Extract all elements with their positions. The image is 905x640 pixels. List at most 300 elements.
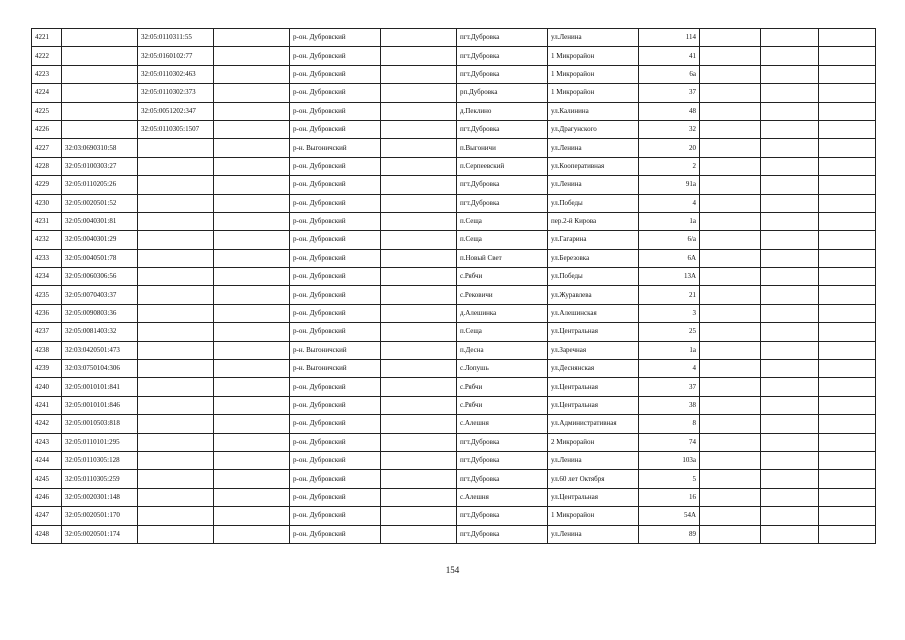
settlement-cell: пгт.Дубровка [457, 433, 548, 451]
empty-cell [214, 433, 290, 451]
empty-cell [381, 304, 457, 322]
settlement-cell: с.Рябчи [457, 268, 548, 286]
record-number-cell: 4229 [32, 176, 62, 194]
cadastral-number-cell [62, 84, 138, 102]
empty-cell [214, 120, 290, 138]
empty-cell [700, 525, 761, 543]
cadastral-number-alt-cell [138, 157, 214, 175]
house-number-cell: 16 [639, 488, 700, 506]
cadastral-number-cell: 32:05:0020501:174 [62, 525, 138, 543]
cadastral-number-alt-cell: 32:05:0110305:1507 [138, 120, 214, 138]
cadastral-number-alt-cell [138, 378, 214, 396]
house-number-cell: 21 [639, 286, 700, 304]
street-cell: ул.Ленина [548, 525, 639, 543]
cadastral-number-cell: 32:05:0110305:259 [62, 470, 138, 488]
empty-cell [700, 433, 761, 451]
settlement-cell: пгт.Дубровка [457, 525, 548, 543]
empty-cell [819, 396, 876, 414]
empty-cell [381, 378, 457, 396]
record-number-cell: 4246 [32, 488, 62, 506]
settlement-cell: с.Рябчи [457, 378, 548, 396]
empty-cell [381, 120, 457, 138]
empty-cell [381, 84, 457, 102]
house-number-cell: 5 [639, 470, 700, 488]
settlement-cell: пгт.Дубровка [457, 120, 548, 138]
empty-cell [761, 451, 819, 469]
empty-cell [381, 507, 457, 525]
settlement-cell: д.Алешинка [457, 304, 548, 322]
settlement-cell: с.Рековичи [457, 286, 548, 304]
street-cell: ул.Ленина [548, 29, 639, 47]
street-cell: ул.Административная [548, 415, 639, 433]
table-row [32, 304, 876, 322]
empty-cell [819, 102, 876, 120]
house-number-cell: 3 [639, 304, 700, 322]
settlement-cell: с.Рябчи [457, 396, 548, 414]
empty-cell [761, 396, 819, 414]
cadastral-number-cell: 32:05:0020301:148 [62, 488, 138, 506]
empty-cell [381, 29, 457, 47]
empty-cell [700, 451, 761, 469]
house-number-cell: 48 [639, 102, 700, 120]
street-cell: ул.Ленина [548, 451, 639, 469]
street-cell: 2 Микрорайон [548, 433, 639, 451]
empty-cell [700, 139, 761, 157]
house-number-cell: 6/а [639, 231, 700, 249]
table-row [32, 157, 876, 175]
property-table [31, 28, 876, 544]
empty-cell [214, 212, 290, 230]
street-cell: ул.Журавлева [548, 286, 639, 304]
cadastral-number-cell: 32:05:0010101:841 [62, 378, 138, 396]
empty-cell [761, 212, 819, 230]
cadastral-number-cell: 32:05:0110101:295 [62, 433, 138, 451]
house-number-cell: 114 [639, 29, 700, 47]
house-number-cell: 1а [639, 341, 700, 359]
empty-cell [214, 139, 290, 157]
table-row [32, 120, 876, 138]
empty-cell [381, 176, 457, 194]
empty-cell [214, 525, 290, 543]
empty-cell [761, 102, 819, 120]
empty-cell [700, 231, 761, 249]
cadastral-number-alt-cell: 32:05:0110311:55 [138, 29, 214, 47]
empty-cell [761, 341, 819, 359]
empty-cell [700, 212, 761, 230]
record-number-cell: 4242 [32, 415, 62, 433]
record-number-cell: 4241 [32, 396, 62, 414]
district-cell: р-он. Дубровский [290, 451, 381, 469]
empty-cell [381, 194, 457, 212]
cadastral-number-alt-cell: 32:05:0110302:373 [138, 84, 214, 102]
cadastral-number-cell: 32:05:0110205:26 [62, 176, 138, 194]
empty-cell [819, 360, 876, 378]
empty-cell [700, 341, 761, 359]
empty-cell [214, 415, 290, 433]
record-number-cell: 4240 [32, 378, 62, 396]
empty-cell [381, 139, 457, 157]
empty-cell [700, 378, 761, 396]
empty-cell [700, 29, 761, 47]
empty-cell [214, 304, 290, 322]
empty-cell [381, 341, 457, 359]
settlement-cell: пгт.Дубровка [457, 451, 548, 469]
empty-cell [819, 84, 876, 102]
district-cell: р-он. Дубровский [290, 29, 381, 47]
cadastral-number-alt-cell [138, 433, 214, 451]
empty-cell [381, 231, 457, 249]
cadastral-number-alt-cell [138, 415, 214, 433]
settlement-cell: д.Пеклино [457, 102, 548, 120]
district-cell: р-он. Дубровский [290, 102, 381, 120]
record-number-cell: 4228 [32, 157, 62, 175]
cadastral-number-alt-cell: 32:05:0110302:463 [138, 65, 214, 83]
cadastral-number-alt-cell [138, 304, 214, 322]
settlement-cell: п.Серпеевский [457, 157, 548, 175]
street-cell: ул.Победы [548, 194, 639, 212]
cadastral-number-cell: 32:05:0060306:56 [62, 268, 138, 286]
record-number-cell: 4235 [32, 286, 62, 304]
house-number-cell: 37 [639, 84, 700, 102]
empty-cell [761, 231, 819, 249]
empty-cell [381, 396, 457, 414]
street-cell: ул.Березовка [548, 249, 639, 267]
empty-cell [381, 249, 457, 267]
empty-cell [381, 286, 457, 304]
street-cell: ул.Гагарина [548, 231, 639, 249]
house-number-cell: 38 [639, 396, 700, 414]
cadastral-number-alt-cell [138, 212, 214, 230]
cadastral-number-alt-cell [138, 176, 214, 194]
house-number-cell: 6а [639, 65, 700, 83]
table-row [32, 65, 876, 83]
street-cell: ул.Центральная [548, 488, 639, 506]
cadastral-number-cell [62, 47, 138, 65]
empty-cell [214, 507, 290, 525]
cadastral-number-cell: 32:03:0420501:473 [62, 341, 138, 359]
table-row [32, 286, 876, 304]
empty-cell [819, 470, 876, 488]
empty-cell [214, 341, 290, 359]
empty-cell [819, 212, 876, 230]
empty-cell [214, 157, 290, 175]
house-number-cell: 91а [639, 176, 700, 194]
street-cell: ул.Победы [548, 268, 639, 286]
cadastral-number-alt-cell [138, 139, 214, 157]
street-cell: ул.60 лет Октября [548, 470, 639, 488]
street-cell: ул.Кооперативная [548, 157, 639, 175]
empty-cell [700, 360, 761, 378]
table-row [32, 47, 876, 65]
house-number-cell: 41 [639, 47, 700, 65]
empty-cell [761, 29, 819, 47]
table-row [32, 451, 876, 469]
empty-cell [700, 286, 761, 304]
empty-cell [761, 65, 819, 83]
settlement-cell: пгт.Дубровка [457, 470, 548, 488]
empty-cell [700, 249, 761, 267]
district-cell: р-он. Дубровский [290, 415, 381, 433]
settlement-cell: пгт.Дубровка [457, 29, 548, 47]
record-number-cell: 4244 [32, 451, 62, 469]
district-cell: р-он. Дубровский [290, 249, 381, 267]
empty-cell [761, 433, 819, 451]
district-cell: р-он. Дубровский [290, 120, 381, 138]
cadastral-number-alt-cell: 32:05:0160102:77 [138, 47, 214, 65]
empty-cell [214, 194, 290, 212]
settlement-cell: п.Сеща [457, 231, 548, 249]
empty-cell [819, 231, 876, 249]
cadastral-number-alt-cell [138, 396, 214, 414]
cadastral-number-cell: 32:05:0040301:81 [62, 212, 138, 230]
empty-cell [761, 470, 819, 488]
street-cell: ул.Ленина [548, 176, 639, 194]
district-cell: р-он. Дубровский [290, 470, 381, 488]
cadastral-number-alt-cell [138, 323, 214, 341]
house-number-cell: 20 [639, 139, 700, 157]
record-number-cell: 4231 [32, 212, 62, 230]
district-cell: р-он. Дубровский [290, 157, 381, 175]
record-number-cell: 4223 [32, 65, 62, 83]
empty-cell [214, 488, 290, 506]
house-number-cell: 74 [639, 433, 700, 451]
empty-cell [819, 415, 876, 433]
house-number-cell: 1а [639, 212, 700, 230]
settlement-cell: п.Сеща [457, 323, 548, 341]
empty-cell [381, 157, 457, 175]
empty-cell [761, 47, 819, 65]
street-cell: 1 Микрорайон [548, 84, 639, 102]
record-number-cell: 4234 [32, 268, 62, 286]
table-row [32, 525, 876, 543]
table-row [32, 323, 876, 341]
empty-cell [381, 360, 457, 378]
record-number-cell: 4230 [32, 194, 62, 212]
empty-cell [214, 396, 290, 414]
settlement-cell: пгт.Дубровка [457, 65, 548, 83]
page-number: 154 [445, 565, 460, 575]
settlement-cell: пгт.Дубровка [457, 194, 548, 212]
cadastral-number-cell: 32:03:0690310:58 [62, 139, 138, 157]
empty-cell [381, 47, 457, 65]
table-row [32, 341, 876, 359]
empty-cell [381, 212, 457, 230]
cadastral-number-cell [62, 120, 138, 138]
street-cell: ул.Центральная [548, 378, 639, 396]
empty-cell [700, 157, 761, 175]
empty-cell [819, 176, 876, 194]
empty-cell [761, 249, 819, 267]
cadastral-number-alt-cell [138, 507, 214, 525]
district-cell: р-он. Дубровский [290, 65, 381, 83]
record-number-cell: 4245 [32, 470, 62, 488]
empty-cell [819, 507, 876, 525]
table-row [32, 396, 876, 414]
house-number-cell: 37 [639, 378, 700, 396]
empty-cell [700, 470, 761, 488]
empty-cell [819, 323, 876, 341]
empty-cell [700, 120, 761, 138]
empty-cell [761, 176, 819, 194]
property-table-container [31, 28, 876, 544]
district-cell: р-он. Дубровский [290, 231, 381, 249]
empty-cell [819, 120, 876, 138]
record-number-cell: 4221 [32, 29, 62, 47]
cadastral-number-alt-cell [138, 470, 214, 488]
record-number-cell: 4225 [32, 102, 62, 120]
table-row [32, 433, 876, 451]
empty-cell [214, 249, 290, 267]
street-cell: ул.Алешинская [548, 304, 639, 322]
settlement-cell: пгт.Дубровка [457, 47, 548, 65]
house-number-cell: 32 [639, 120, 700, 138]
table-row [32, 488, 876, 506]
cadastral-number-cell: 32:05:0090803:36 [62, 304, 138, 322]
record-number-cell: 4238 [32, 341, 62, 359]
empty-cell [381, 525, 457, 543]
empty-cell [214, 360, 290, 378]
house-number-cell: 6А [639, 249, 700, 267]
table-row [32, 194, 876, 212]
district-cell: р-он. Дубровский [290, 323, 381, 341]
empty-cell [214, 29, 290, 47]
empty-cell [381, 102, 457, 120]
table-row [32, 84, 876, 102]
district-cell: р-он. Дубровский [290, 525, 381, 543]
cadastral-number-alt-cell [138, 268, 214, 286]
empty-cell [819, 341, 876, 359]
empty-cell [761, 84, 819, 102]
empty-cell [214, 84, 290, 102]
cadastral-number-alt-cell [138, 194, 214, 212]
cadastral-number-cell: 32:05:0040301:29 [62, 231, 138, 249]
cadastral-number-cell [62, 102, 138, 120]
house-number-cell: 103а [639, 451, 700, 469]
street-cell: 1 Микрорайон [548, 47, 639, 65]
table-body [32, 29, 876, 544]
table-row [32, 415, 876, 433]
cadastral-number-alt-cell [138, 360, 214, 378]
district-cell: р-он. Дубровский [290, 507, 381, 525]
table-row [32, 268, 876, 286]
district-cell: р-он. Дубровский [290, 212, 381, 230]
empty-cell [819, 139, 876, 157]
street-cell: пер.2-й Кирова [548, 212, 639, 230]
empty-cell [761, 286, 819, 304]
record-number-cell: 4237 [32, 323, 62, 341]
record-number-cell: 4224 [32, 84, 62, 102]
empty-cell [700, 47, 761, 65]
street-cell: ул.Калинина [548, 102, 639, 120]
record-number-cell: 4236 [32, 304, 62, 322]
empty-cell [761, 415, 819, 433]
empty-cell [700, 65, 761, 83]
empty-cell [214, 65, 290, 83]
table-row [32, 102, 876, 120]
record-number-cell: 4239 [32, 360, 62, 378]
empty-cell [819, 249, 876, 267]
cadastral-number-cell: 32:05:0010503:818 [62, 415, 138, 433]
street-cell: ул.Драгунского [548, 120, 639, 138]
table-row [32, 470, 876, 488]
district-cell: р-он. Дубровский [290, 396, 381, 414]
empty-cell [761, 378, 819, 396]
empty-cell [819, 47, 876, 65]
record-number-cell: 4227 [32, 139, 62, 157]
cadastral-number-cell: 32:05:0020501:52 [62, 194, 138, 212]
record-number-cell: 4247 [32, 507, 62, 525]
empty-cell [761, 268, 819, 286]
cadastral-number-alt-cell [138, 286, 214, 304]
empty-cell [700, 396, 761, 414]
record-number-cell: 4222 [32, 47, 62, 65]
empty-cell [700, 507, 761, 525]
street-cell: ул.Ленина [548, 139, 639, 157]
record-number-cell: 4243 [32, 433, 62, 451]
empty-cell [214, 470, 290, 488]
house-number-cell: 2 [639, 157, 700, 175]
settlement-cell: с.Лопушь [457, 360, 548, 378]
empty-cell [761, 194, 819, 212]
cadastral-number-alt-cell [138, 341, 214, 359]
empty-cell [761, 323, 819, 341]
cadastral-number-cell: 32:05:0020501:170 [62, 507, 138, 525]
record-number-cell: 4248 [32, 525, 62, 543]
settlement-cell: п.Десна [457, 341, 548, 359]
district-cell: р-он. Дубровский [290, 268, 381, 286]
house-number-cell: 25 [639, 323, 700, 341]
street-cell: ул.Заречная [548, 341, 639, 359]
empty-cell [700, 176, 761, 194]
empty-cell [700, 415, 761, 433]
empty-cell [819, 268, 876, 286]
table-row [32, 176, 876, 194]
empty-cell [761, 525, 819, 543]
cadastral-number-alt-cell [138, 451, 214, 469]
empty-cell [819, 378, 876, 396]
empty-cell [214, 451, 290, 469]
cadastral-number-cell: 32:05:0010101:846 [62, 396, 138, 414]
house-number-cell: 13А [639, 268, 700, 286]
cadastral-number-alt-cell: 32:05:0051202:347 [138, 102, 214, 120]
district-cell: р-н. Выгоничский [290, 360, 381, 378]
district-cell: р-он. Дубровский [290, 176, 381, 194]
table-row [32, 249, 876, 267]
house-number-cell: 89 [639, 525, 700, 543]
empty-cell [761, 304, 819, 322]
table-row [32, 360, 876, 378]
empty-cell [700, 268, 761, 286]
district-cell: р-он. Дубровский [290, 84, 381, 102]
empty-cell [381, 268, 457, 286]
settlement-cell: с.Алешня [457, 488, 548, 506]
settlement-cell: с.Алешня [457, 415, 548, 433]
district-cell: р-он. Дубровский [290, 286, 381, 304]
cadastral-number-cell [62, 29, 138, 47]
empty-cell [700, 304, 761, 322]
empty-cell [214, 286, 290, 304]
empty-cell [761, 488, 819, 506]
empty-cell [819, 286, 876, 304]
empty-cell [381, 323, 457, 341]
house-number-cell: 8 [639, 415, 700, 433]
cadastral-number-cell: 32:03:0750104:306 [62, 360, 138, 378]
table-row [32, 507, 876, 525]
house-number-cell: 4 [639, 194, 700, 212]
table-row [32, 212, 876, 230]
record-number-cell: 4233 [32, 249, 62, 267]
cadastral-number-cell: 32:05:0040501:78 [62, 249, 138, 267]
